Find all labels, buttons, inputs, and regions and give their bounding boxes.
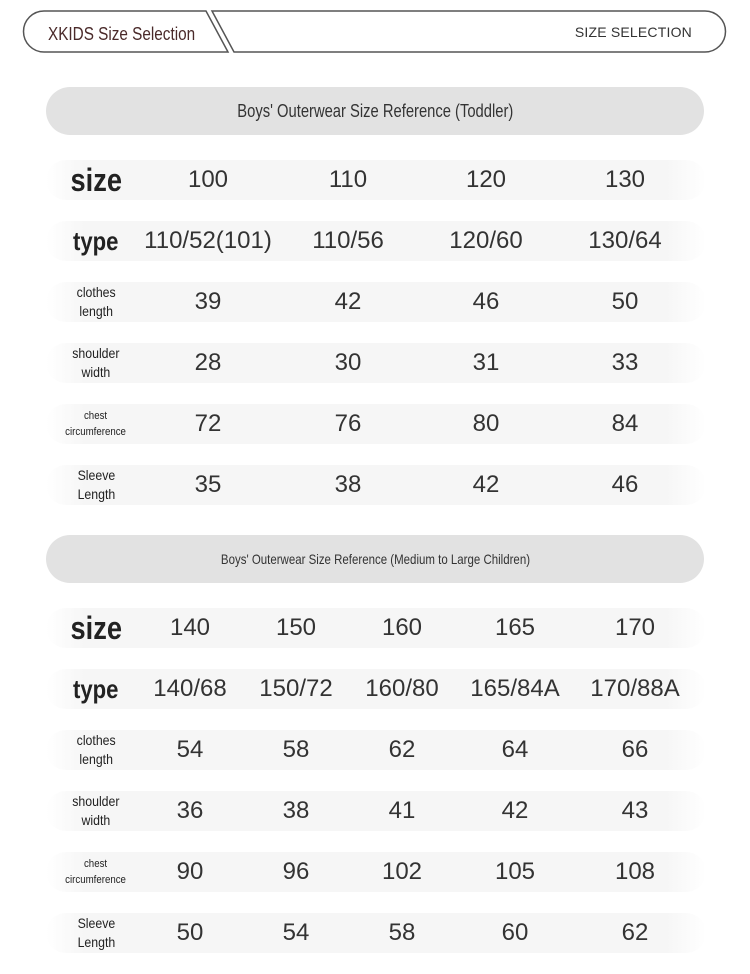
row-type — [46, 221, 706, 261]
cell-clothes-length: 64 — [501, 736, 529, 763]
row-label-text: size — [70, 162, 122, 198]
row-label-text: shoulder width — [72, 793, 120, 828]
cell-size: 140 — [169, 614, 211, 641]
cell-size: 170 — [614, 614, 656, 641]
cell-clothes-length: 58 — [282, 736, 310, 763]
header — [0, 0, 750, 60]
cell-type: 110/56 — [312, 227, 384, 254]
row-label-size — [46, 160, 146, 200]
cell-shoulder-width: 43 — [621, 797, 649, 824]
cell-shoulder-width: 41 — [388, 797, 416, 824]
row-size — [46, 160, 706, 200]
row-label-text: Sleeve Length — [77, 915, 115, 950]
cell-chest-circumference: 108 — [614, 858, 656, 885]
cell-size: 110 — [328, 166, 368, 193]
cell-chest-circumference: 105 — [494, 858, 536, 885]
cell-shoulder-width: 38 — [282, 797, 310, 824]
cell-shoulder-width: 31 — [472, 349, 500, 376]
row-label-text: shoulder width — [72, 345, 120, 380]
cell-clothes-length: 66 — [621, 736, 649, 763]
cell-shoulder-width: 36 — [176, 797, 204, 824]
cell-size: 150 — [275, 614, 317, 641]
row-label-sleeve-length — [46, 913, 146, 953]
section-tab-label: SIZE SELECTION — [574, 24, 692, 40]
cell-shoulder-width: 30 — [334, 349, 362, 376]
row-label-text: type — [73, 674, 119, 704]
cell-clothes-length: 39 — [194, 288, 222, 315]
cell-sleeve-length: 50 — [176, 919, 204, 946]
cell-sleeve-length: 46 — [611, 471, 639, 498]
cell-chest-circumference: 72 — [194, 410, 222, 437]
row-label-type — [46, 221, 146, 261]
row-label-text: clothes length — [76, 284, 116, 319]
cell-sleeve-length: 60 — [501, 919, 529, 946]
row-label-text: clothes length — [76, 732, 116, 767]
row-shoulder-width — [46, 343, 706, 383]
row-label-text: type — [73, 226, 119, 256]
row-clothes-length — [46, 730, 706, 770]
cell-size: 100 — [187, 166, 229, 193]
brand-tab-label: XKIDS Size Selection — [48, 24, 196, 44]
row-label-text: chest circumference — [65, 410, 127, 438]
cell-chest-circumference: 90 — [176, 858, 204, 885]
cell-type: 120/60 — [449, 227, 523, 254]
cell-sleeve-length: 54 — [282, 919, 310, 946]
row-label-clothes-length — [46, 282, 146, 322]
row-label-chest-circumference — [46, 404, 146, 444]
toddler-size-title: Boys' Outerwear Size Reference (Toddler) — [236, 100, 513, 121]
cell-type: 110/52(101) — [144, 227, 272, 254]
cell-shoulder-width: 28 — [194, 349, 222, 376]
cell-size: 130 — [604, 166, 646, 193]
row-label-type — [46, 669, 146, 709]
row-label-chest-circumference — [46, 852, 146, 892]
cell-clothes-length: 42 — [334, 288, 362, 315]
row-clothes-length — [46, 282, 706, 322]
row-label-text: Sleeve Length — [77, 467, 115, 502]
toddler-size-banner — [46, 87, 704, 135]
cell-chest-circumference: 76 — [334, 410, 362, 437]
cell-type: 130/64 — [588, 227, 662, 254]
cell-type: 140/68 — [153, 675, 227, 702]
cell-clothes-length: 54 — [176, 736, 204, 763]
cell-chest-circumference: 84 — [611, 410, 639, 437]
row-label-text: chest circumference — [65, 858, 127, 886]
cell-sleeve-length: 62 — [621, 919, 649, 946]
cell-sleeve-length: 58 — [388, 919, 416, 946]
cell-type: 160/80 — [365, 675, 439, 702]
cell-clothes-length: 46 — [472, 288, 500, 315]
cell-sleeve-length: 38 — [334, 471, 362, 498]
row-label-shoulder-width — [46, 791, 146, 831]
cell-size: 165 — [494, 614, 536, 641]
cell-sleeve-length: 42 — [472, 471, 500, 498]
row-label-size — [46, 608, 146, 648]
large-children-size-title: Boys' Outerwear Size Reference (Medium to Large Children) — [220, 551, 530, 567]
large-children-size-banner — [46, 535, 704, 583]
cell-chest-circumference: 102 — [381, 858, 423, 885]
row-label-sleeve-length — [46, 465, 146, 505]
row-chest-circumference — [46, 852, 706, 892]
cell-chest-circumference: 96 — [282, 858, 310, 885]
cell-size: 160 — [381, 614, 423, 641]
row-chest-circumference — [46, 404, 706, 444]
cell-shoulder-width: 42 — [501, 797, 529, 824]
row-label-shoulder-width — [46, 343, 146, 383]
cell-size: 120 — [465, 166, 507, 193]
row-label-text: size — [70, 610, 122, 646]
cell-clothes-length: 62 — [388, 736, 416, 763]
cell-clothes-length: 50 — [611, 288, 639, 315]
row-label-clothes-length — [46, 730, 146, 770]
row-type — [46, 669, 706, 709]
cell-chest-circumference: 80 — [472, 410, 500, 437]
cell-type: 170/88A — [590, 675, 680, 702]
row-shoulder-width — [46, 791, 706, 831]
row-sleeve-length — [46, 465, 706, 505]
cell-shoulder-width: 33 — [611, 349, 639, 376]
row-sleeve-length — [46, 913, 706, 953]
cell-type: 165/84A — [470, 675, 560, 702]
row-size — [46, 608, 706, 648]
cell-sleeve-length: 35 — [194, 471, 222, 498]
cell-type: 150/72 — [259, 675, 333, 702]
